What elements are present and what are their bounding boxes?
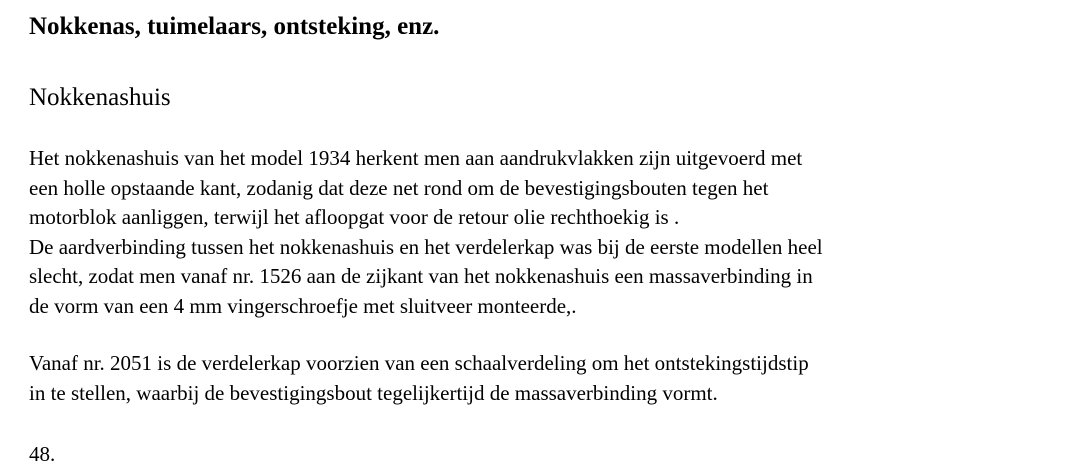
page-number: 48. bbox=[29, 442, 56, 466]
paragraph-line: motorblok aanliggen, terwijl het afloopgat voor de retour olie rechthoekig is . bbox=[29, 205, 680, 229]
section-heading: Nokkenashuis bbox=[29, 84, 171, 111]
document-title: Nokkenas, tuimelaars, ontsteking, enz. bbox=[29, 13, 440, 40]
paragraph-line: Vanaf nr. 2051 is de verdelerkap voorzien van een schaalverdeling om het ontstekingstijdstip bbox=[29, 351, 809, 375]
paragraph-line: een holle opstaande kant, zodanig dat deze net rond om de bevestigingsbouten tegen het bbox=[29, 175, 769, 200]
paragraph-line: Het nokkenashuis van het model 1934 herkent men aan aandrukvlakken zijn uitgevoerd met bbox=[29, 146, 803, 170]
paragraph-line: slecht, zodat men vanaf nr. 1526 aan de zijkant van het nokkenashuis een massaverbinding in bbox=[29, 264, 813, 288]
paragraph-2 bbox=[29, 349, 809, 408]
paragraph-line: De aardverbinding tussen het nokkenashuis en het verdelerkap was bij de eerste modellen heel bbox=[29, 234, 823, 259]
paragraph-1 bbox=[29, 144, 823, 321]
paragraph-line: de vorm van een 4 mm vingerschroefje met sluitveer monteerde,. bbox=[29, 293, 577, 318]
paragraph-line: in te stellen, waarbij de bevestigingsbout tegelijkertijd de massaverbinding vormt. bbox=[29, 380, 718, 405]
